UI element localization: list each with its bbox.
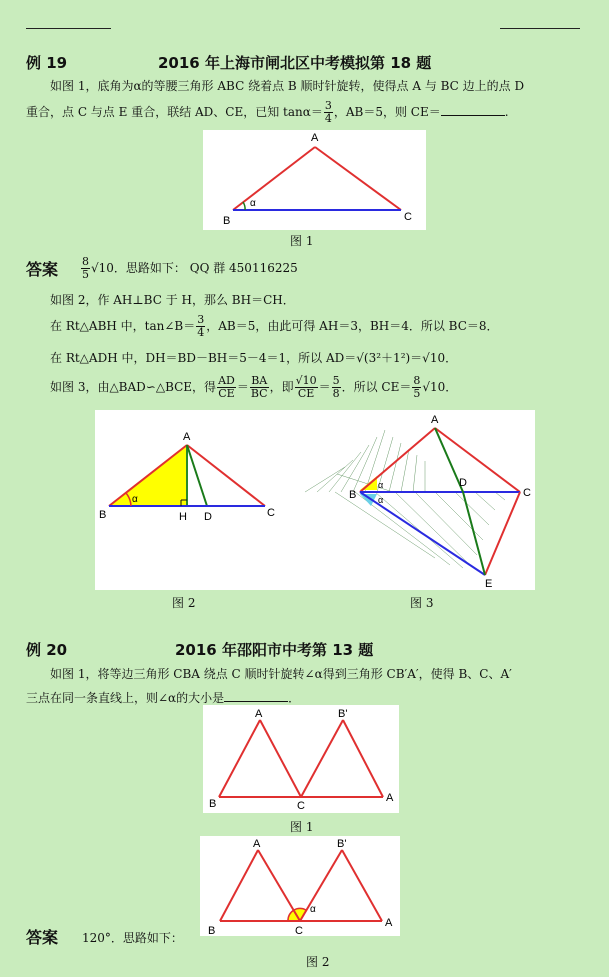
ex20-problem-line1: 如图 1，将等边三角形 CBA 绕点 C 顺时针旋转∠α得到三角形 CB′A′，使得 B、C、A′ (50, 667, 512, 681)
ex19-step-2: 在 Rt△ABH 中，tan∠B＝ $\frac{3}{4}$ ，AB＝5，由此可得 AH＝3，BH＝4．所以 BC＝8． (50, 313, 499, 339)
example-19-title: 2016 年上海市闸北区中考模拟第 18 题 (158, 54, 432, 72)
ex19-answer-line: $\frac{8}{5}$ √10．思路如下： QQ 群 450116225 (82, 255, 298, 281)
ex20-answer-label: 答案 (26, 928, 59, 947)
fig3-label-alpha-1: α (378, 480, 384, 490)
fig2-label-h: H (179, 511, 187, 523)
fig2-label-d: D (204, 511, 212, 523)
example-19-number: 例 19 (26, 54, 68, 72)
ex19-answer-label: 答案 (26, 260, 59, 279)
ex19-fig3-caption: 图 3 (410, 596, 434, 610)
fig3-label-e: E (485, 578, 493, 590)
ex20-fig2-caption: 图 2 (306, 955, 330, 969)
label-c: C (404, 211, 412, 223)
fig3-label-b: B (349, 489, 357, 501)
ex19-step-3: 在 Rt△ADH 中，DH＝BD－BH＝5－4＝1，所以 AD＝√(3²＋1²)＝√10． (50, 351, 458, 365)
svg-text:A: A (385, 917, 393, 929)
fraction-3-4: $\frac{3}{4}$ (324, 99, 332, 125)
label-a: A (311, 132, 319, 144)
example-20-number: 例 20 (26, 641, 68, 659)
fig3-label-alpha-2: α (378, 495, 384, 505)
angle-alpha-arc (243, 202, 245, 210)
svg-text:A: A (255, 708, 263, 720)
fraction-8-5: $\frac{8}{5}$ (82, 255, 89, 281)
label-alpha: α (250, 198, 256, 209)
ex19-fig1-caption: 图 1 (290, 234, 314, 248)
ex20-fig1-svg (203, 705, 399, 813)
svg-text:B': B' (337, 838, 347, 850)
fig3-label-a: A (431, 414, 439, 426)
ex19-problem-line1: 如图 1，底角为α的等腰三角形 ABC 绕着点 B 顺时针旋转，使得点 A 与 BC 边上的点 D (50, 79, 525, 93)
label-b: B (223, 215, 231, 227)
ex19-fig23-svg (95, 410, 535, 590)
fig2-label-alpha: α (132, 494, 138, 505)
svg-text:A: A (253, 838, 261, 850)
svg-text:A: A (386, 792, 394, 804)
ex19-figures-2-3 (95, 410, 535, 590)
fig2-label-c: C (267, 507, 275, 519)
svg-text:α: α (310, 904, 316, 915)
ex19-figure-1 (203, 130, 426, 230)
fig3-hatch (305, 430, 505, 568)
side-ac (315, 147, 401, 210)
fig2-label-a: A (183, 431, 191, 443)
svg-text:C: C (295, 925, 303, 936)
answer-blank (441, 105, 505, 116)
ex19-step-4: 如图 3，由△BAD∽△BCE，得 $\frac{AD}{CE}$ ＝ $\frac{BA}{BC}$ ，即 $\frac{√10}{CE}$ ＝ $\frac{5}{8}$ ．所以 CE＝ $\frac{8}{5}$ √10． (50, 374, 458, 400)
top-rule-left (26, 28, 111, 29)
ex19-step-1: 如图 2，作 AH⊥BC 于 H，那么 BH＝CH． (50, 293, 295, 307)
ex20-figure-1 (203, 705, 399, 813)
fig3-label-d: D (459, 477, 467, 489)
top-rule-right (500, 28, 580, 29)
example-20-title: 2016 年邵阳市中考第 13 题 (175, 641, 374, 659)
answer-blank-2 (224, 691, 288, 702)
ex19-fig2-caption: 图 2 (172, 596, 196, 610)
svg-text:B: B (208, 925, 216, 936)
fig3-label-c: C (523, 487, 531, 499)
ex19-problem-line2: 重合，点 C 与点 E 重合，联结 AD、CE，已知 tanα＝ $\frac{3}{4}$ ，AB＝5，则 CE＝ . (26, 99, 509, 125)
ex20-figure-2 (200, 836, 400, 936)
ex20-fig2-svg (200, 836, 400, 936)
svg-text:B': B' (338, 708, 348, 720)
ex20-fig1-caption: 图 1 (290, 820, 314, 834)
side-ab (233, 147, 315, 210)
ex19-fig1-svg (203, 130, 426, 230)
ex20-answer-text: 120°．思路如下： (82, 931, 183, 945)
ex20-problem-line2: 三点在同一条直线上，则∠α的大小是 ． (26, 691, 301, 705)
svg-text:B: B (209, 798, 217, 810)
segment-ad (187, 445, 207, 506)
svg-text:C: C (297, 800, 305, 812)
fig2-label-b: B (99, 509, 107, 521)
